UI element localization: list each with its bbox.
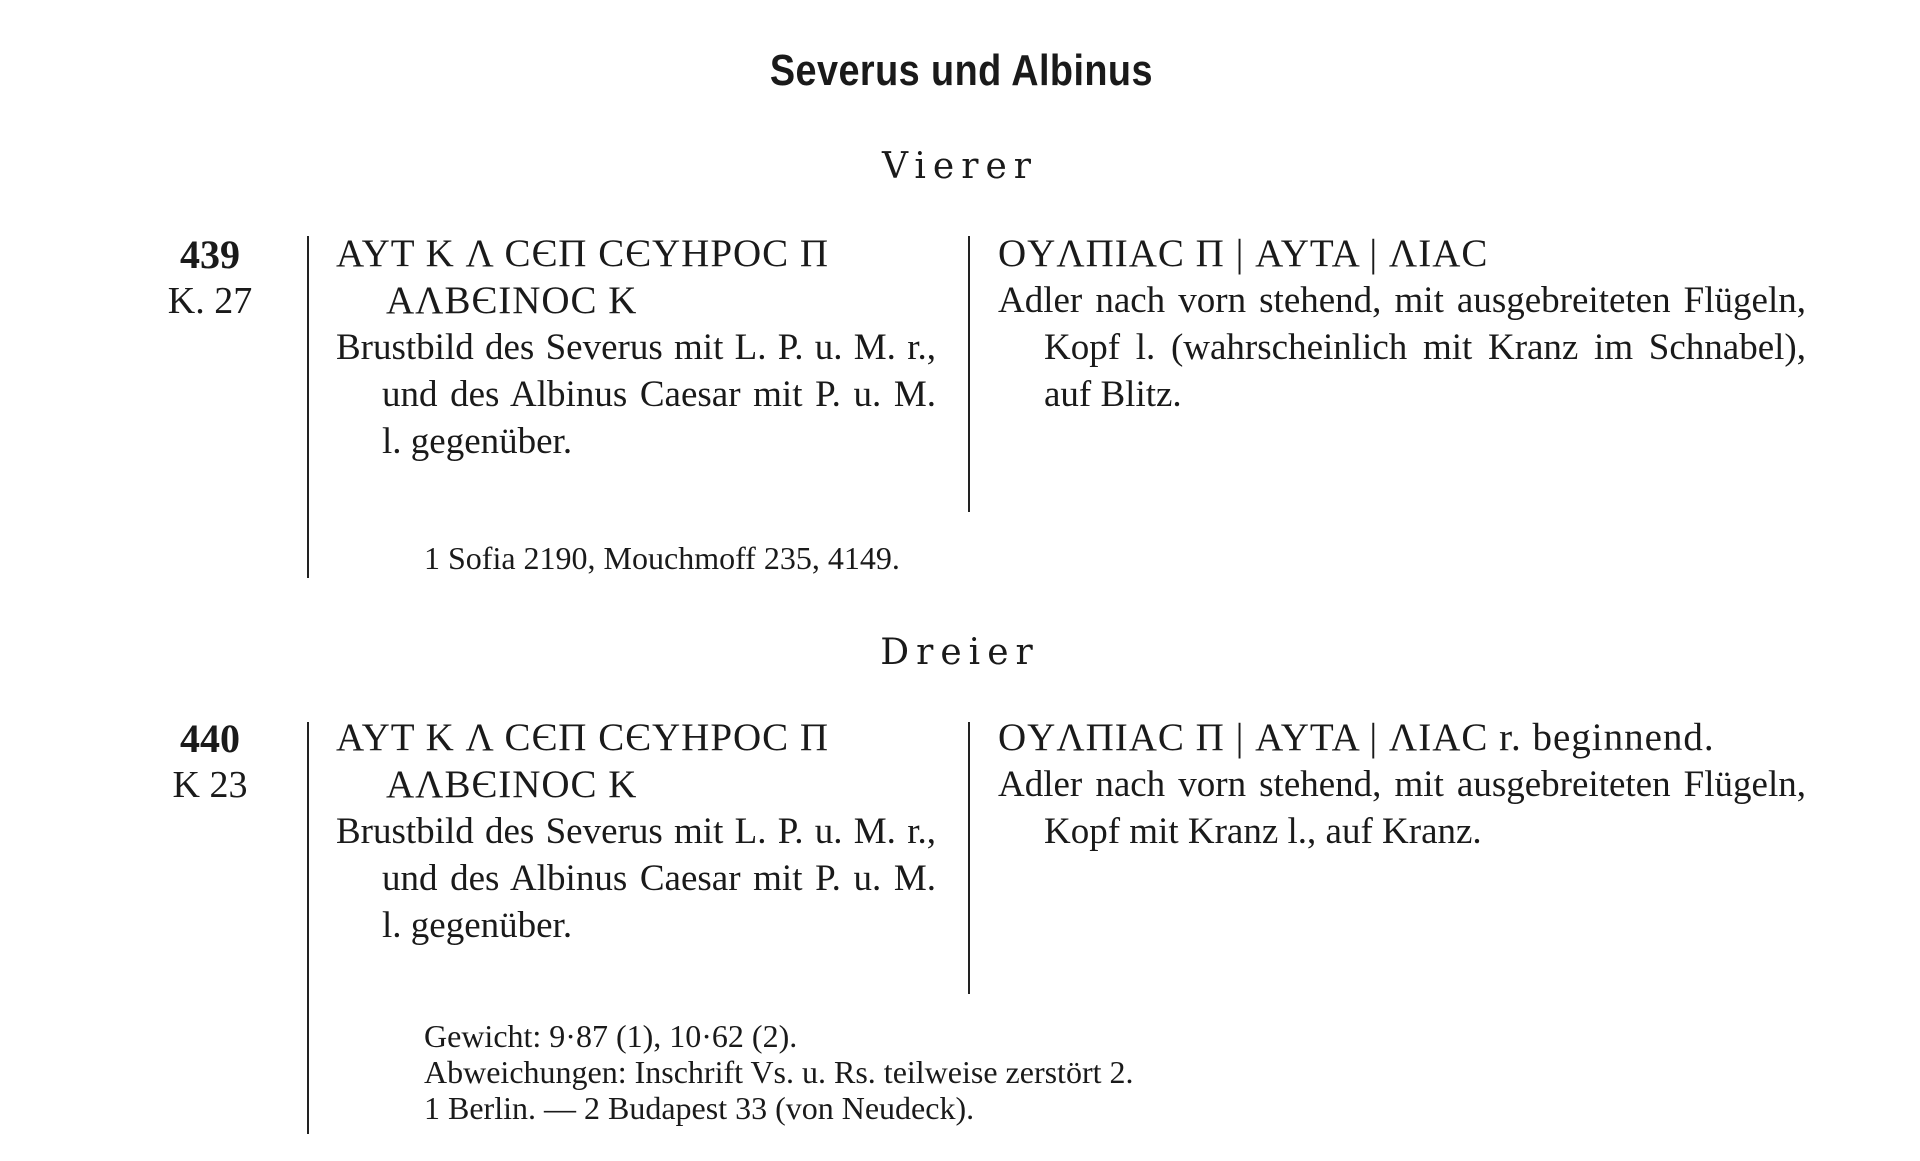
column-divider [968, 236, 970, 512]
entry-note: 1 Sofia 2190, Mouchmoff 235, 4149. [424, 540, 900, 576]
reverse-description: Adler nach vorn stehend, mit ausgebreiteten Flügeln, Kopf mit Kranz l., auf Kranz. [998, 764, 1806, 852]
entry-note-weight: Gewicht: 9·87 (1), 10·62 (2). [424, 1018, 798, 1054]
column-divider [968, 722, 970, 994]
reverse-column [998, 230, 1806, 418]
obverse-description: Brustbild des Severus mit L. P. u. M. r., und des Albinus Caesar mit P. u. M. l. gegenüber. [336, 327, 936, 462]
obverse-inscription-line1: AYT K Λ CЄΠ CЄYHPOC Π [336, 716, 830, 759]
entry-size: K. 27 [167, 280, 253, 322]
entry-left-rule [307, 236, 309, 578]
entry-number: 440 [180, 716, 240, 761]
obverse-inscription-line2: AΛBЄINOC K [386, 279, 638, 322]
obverse-inscription-line2: AΛBЄINOC K [386, 763, 638, 806]
entry-size: K 23 [172, 764, 248, 806]
entry-note-collections: 1 Berlin. — 2 Budapest 33 (von Neudeck). [424, 1090, 975, 1126]
reverse-description: Adler nach vorn stehend, mit ausgebreiteten Flügeln, Kopf l. (wahrscheinlich mit Kranz im Schnabel), auf Blitz. [998, 280, 1806, 415]
reverse-inscription: OYΛΠIAC Π | AYTA | ΛIAC r. beginnend. [998, 716, 1715, 759]
obverse-description: Brustbild des Severus mit L. P. u. M. r., und des Albinus Caesar mit P. u. M. l. gegenüber. [336, 811, 936, 946]
entry-number: 439 [180, 232, 240, 277]
section-heading-dreier: Dreier [880, 632, 1040, 673]
entry-note-variants: Abweichungen: Inschrift Vs. u. Rs. teilweise zerstört 2. [424, 1054, 1134, 1090]
reverse-column [998, 714, 1806, 855]
obverse-inscription-line1: AYT K Λ CЄΠ CЄYHPOC Π [336, 232, 830, 275]
entry-439-number-block [120, 232, 300, 324]
obverse-column [336, 714, 936, 949]
reverse-inscription: OYΛΠIAC Π | AYTA | ΛIAC [998, 232, 1489, 275]
entry-left-rule [307, 722, 309, 1134]
entry-440-number-block [120, 716, 300, 808]
page-title: Severus und Albinus [769, 46, 1153, 95]
obverse-column [336, 230, 936, 465]
section-heading-vierer: Vierer [882, 146, 1038, 187]
